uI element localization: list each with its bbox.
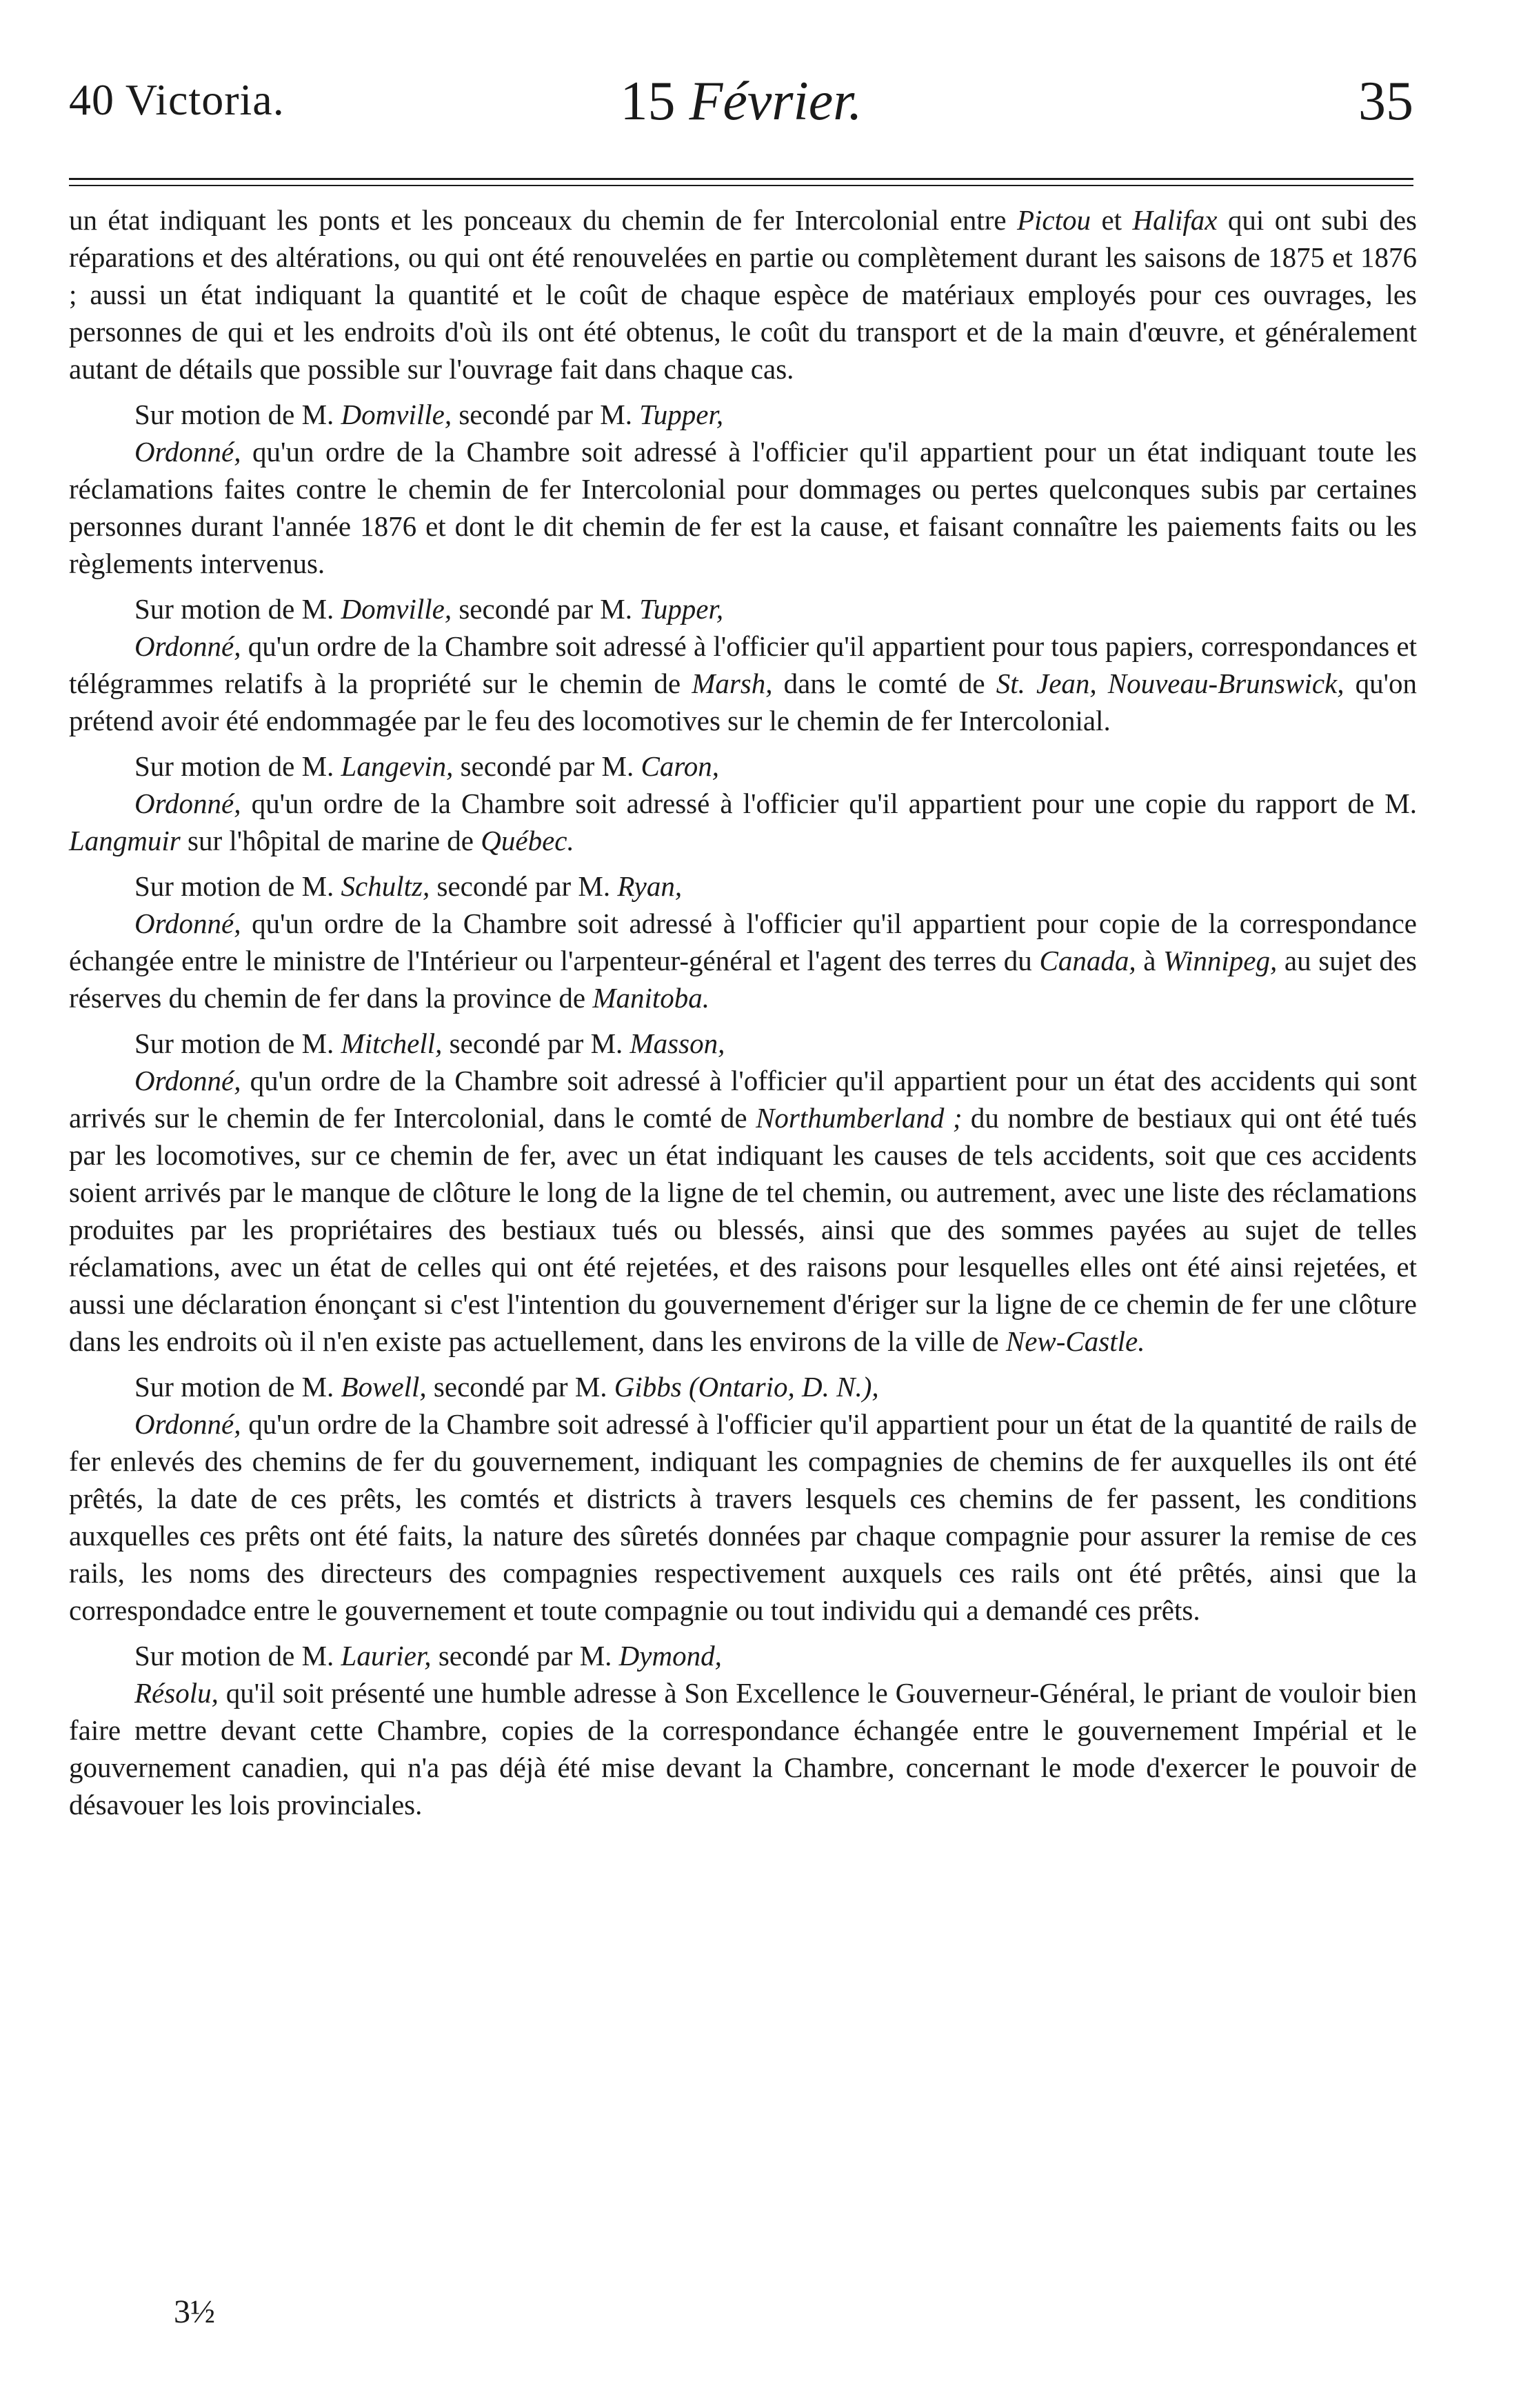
motion-line: Sur motion de M. Bowell, secondé par M. Gibbs (Ontario, D. N.),	[134, 1371, 879, 1403]
italic-term: Domville,	[341, 399, 452, 430]
date-heading	[69, 70, 1413, 133]
document-body	[69, 201, 1417, 1823]
italic-term: Dymond,	[618, 1640, 722, 1672]
motion-line: Sur motion de M. Domville, secondé par M. Tupper,	[134, 593, 724, 625]
italic-term: Winnipeg,	[1163, 945, 1278, 976]
italic-term: Canada,	[1039, 945, 1136, 976]
italic-term: Domville,	[341, 593, 452, 625]
italic-term: Ordonné,	[134, 436, 241, 468]
italic-term: Tupper,	[639, 593, 724, 625]
motion-line: Sur motion de M. Langevin, secondé par M. Caron,	[134, 750, 720, 782]
page-number: 35	[1358, 71, 1413, 132]
signature-mark: 3½	[174, 2294, 215, 2330]
italic-term: Marsh,	[692, 668, 773, 699]
motion-line: Sur motion de M. Schultz, secondé par M. Ryan,	[134, 870, 683, 902]
order-paragraph: Ordonné, qu'un ordre de la Chambre soit adressé à l'officier qu'il appartient pour un état des accidents qui sont arrivés sur le chemin de fer Intercolonial, dans le comté de Northumberland ; du nombre de bestiaux qui ont été tués par les locomotives, sur ce chemin de fer, avec un état indiquant les causes de tels accidents, soit que ces accidents soient arrivés par le manque de clôture le long de la ligne de tel chemin, ou autrement, avec une liste des réclamations produites par les propriétaires des bestiaux tués ou blessés, ainsi que des sommes payées au sujet de telles réclamations, avec un état de celles qui ont été rejetées, et des raisons pour lesquelles elles ont été ainsi rejetées, et aussi une déclaration énonçant si c'est l'intention du gouvernement d'ériger sur la ligne de ce chemin de fer une clôture dans les endroits où il n'en existe pas actuellement, dans les environs de la ville de New-Castle.	[69, 1065, 1418, 1357]
header-rule-bottom	[69, 185, 1413, 186]
order-paragraph: Ordonné, qu'un ordre de la Chambre soit adressé à l'officier qu'il appartient pour copie de la correspondance échangée entre le ministre de l'Intérieur ou l'arpenteur-général et l'agent des terres du Canada, à Winnipeg, au sujet des réserves du chemin de fer dans la province de Manitoba.	[69, 907, 1417, 1014]
motion-line: Sur motion de M. Domville, secondé par M. Tupper,	[134, 399, 724, 430]
italic-term: Ryan,	[617, 870, 683, 902]
italic-term: Langevin,	[341, 750, 454, 782]
italic-term: Gibbs (Ontario, D. N.),	[614, 1371, 879, 1403]
italic-term: Ordonné,	[134, 1065, 241, 1096]
italic-term: Bowell,	[341, 1371, 427, 1403]
motion-line: Sur motion de M. Mitchell, secondé par M. Masson,	[134, 1027, 725, 1059]
italic-term: Résolu,	[134, 1677, 219, 1709]
order-paragraph: Ordonné, qu'un ordre de la Chambre soit adressé à l'officier qu'il appartient pour un état indiquant toute les réclamations faites contre le chemin de fer Intercolonial pour dommages ou pertes quelconques subis par certaines personnes durant l'année 1876 et dont le dit chemin de fer est la cause, et faisant connaître les paiements faits ou les règlements intervenus.	[69, 436, 1417, 579]
session-label: 40 Victoria.	[69, 75, 285, 124]
order-paragraph: Ordonné, qu'un ordre de la Chambre soit adressé à l'officier qu'il appartient pour une copie du rapport de M. Langmuir sur l'hôpital de marine de Québec.	[69, 787, 1417, 856]
date-month: Février.	[689, 71, 863, 132]
italic-term: St. Jean, Nouveau-Brunswick,	[996, 668, 1344, 699]
motion-line: Sur motion de M. Laurier, secondé par M. Dymond,	[134, 1640, 722, 1672]
italic-term: Mitchell,	[341, 1027, 443, 1059]
italic-term: Manitoba.	[592, 982, 710, 1014]
italic-term: Caron,	[641, 750, 720, 782]
italic-term: Northumberland ;	[756, 1102, 963, 1134]
order-paragraph: un état indiquant les ponts et les ponceaux du chemin de fer Intercolonial entre Pictou et Halifax qui ont subi des réparations et des altérations, ou qui ont été renouvelées en partie ou complètement durant les saisons de 1875 et 1876 ; aussi un état indiquant la quantité et le coût de chaque espèce de matériaux employés pour ces ouvrages, les personnes de qui et les endroits d'où ils ont été obtenus, le coût du transport et de la main d'œuvre, et généralement autant de détails que possible sur l'ouvrage fait dans chaque cas.	[69, 204, 1417, 385]
italic-term: Ordonné,	[134, 630, 241, 662]
italic-term: Langmuir	[69, 825, 181, 856]
date-day: 15	[620, 71, 676, 132]
italic-term: Laurier,	[341, 1640, 432, 1672]
italic-term: Ordonné,	[134, 1408, 241, 1440]
italic-term: Masson,	[629, 1027, 725, 1059]
italic-term: New-Castle.	[1005, 1325, 1145, 1357]
italic-term: Pictou	[1017, 204, 1091, 236]
italic-term: Tupper,	[639, 399, 724, 430]
italic-term: Québec.	[481, 825, 574, 856]
italic-term: Ordonné,	[134, 907, 241, 939]
order-paragraph: Résolu, qu'il soit présenté une humble adresse à Son Excellence le Gouverneur-Général, le priant de vouloir bien faire mettre devant cette Chambre, copies de la correspondance échangée entre le gouvernement Impérial et le gouvernement canadien, qui n'a pas déjà été mise devant la Chambre, concernant le mode d'exercer le pouvoir de désavouer les lois provinciales.	[69, 1677, 1417, 1820]
italic-term: Schultz,	[341, 870, 430, 902]
italic-term: Ordonné,	[134, 787, 241, 819]
page-header	[69, 71, 1413, 137]
order-paragraph: Ordonné, qu'un ordre de la Chambre soit adressé à l'officier qu'il appartient pour un état de la quantité de rails de fer enlevés des chemins de fer du gouvernement, indiquant les compagnies de chemins de fer auxquelles ils ont été prêtés, la date de ces prêts, les comtés et districts à travers lesquels ces chemins de fer passent, les conditions auxquelles ces prêts ont été faits, la nature des sûretés données par chaque compagnie pour assurer la remise de ces rails, les noms des directeurs des compagnies respectivement auxquels ces rails ont été prêtés, ainsi que la correspondadce entre le gouvernement et toute compagnie ou tout individu qui a demandé ces prêts.	[69, 1408, 1417, 1626]
italic-term: Halifax	[1132, 204, 1218, 236]
order-paragraph: Ordonné, qu'un ordre de la Chambre soit adressé à l'officier qu'il appartient pour tous papiers, correspondances et télégrammes relatifs à la propriété sur le chemin de Marsh, dans le comté de St. Jean, Nouveau-Brunswick, qu'on prétend avoir été endommagée par le feu des locomotives sur le chemin de fer Intercolonial.	[69, 630, 1418, 736]
header-rule-top	[69, 178, 1413, 180]
